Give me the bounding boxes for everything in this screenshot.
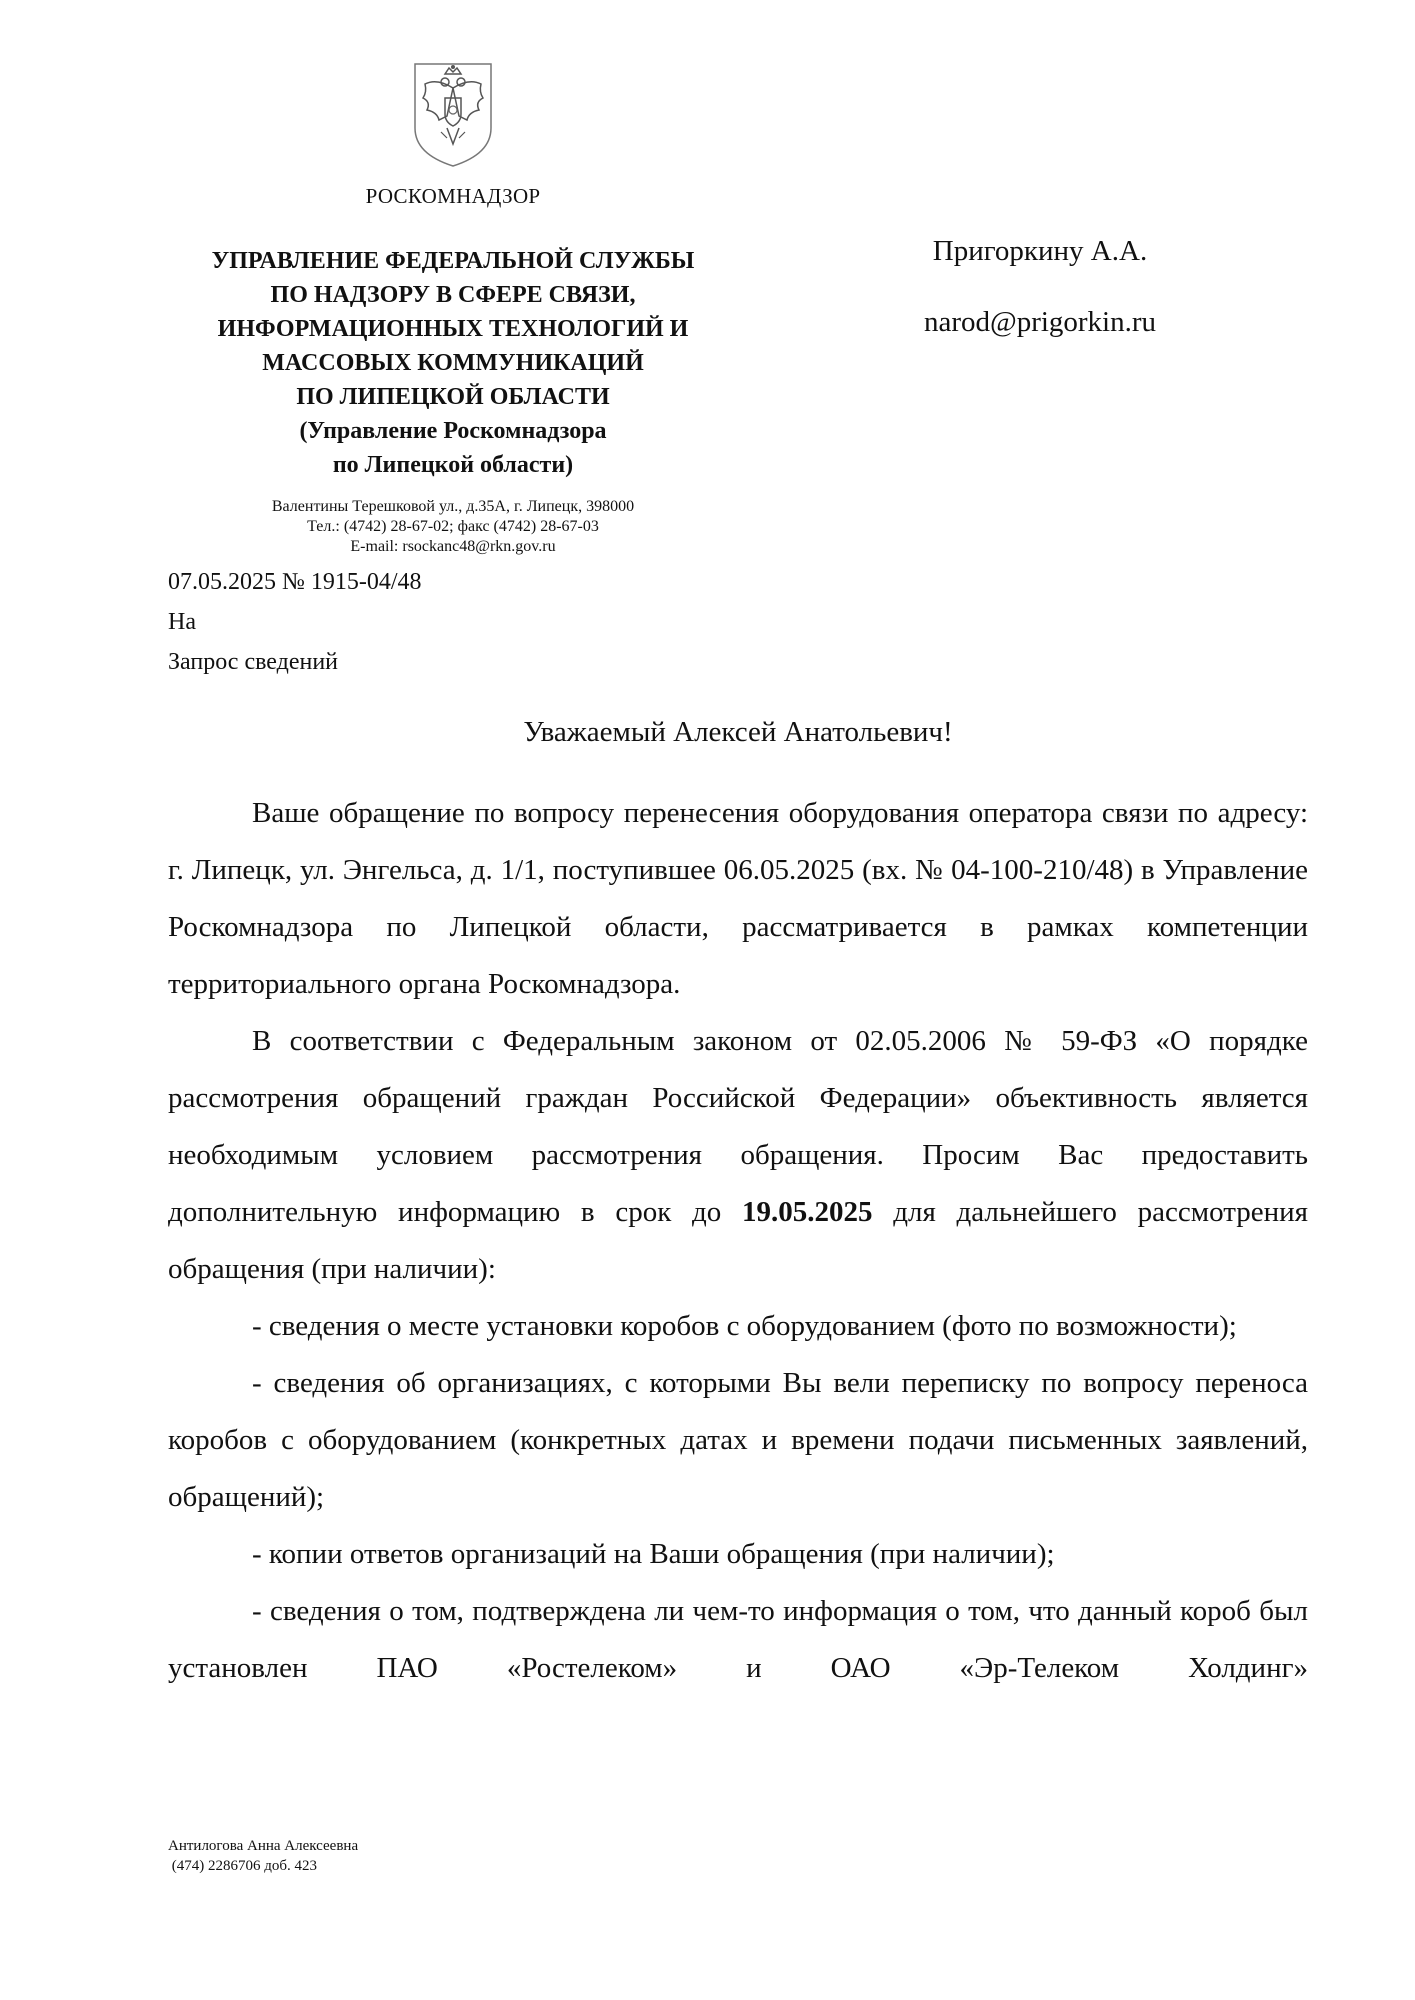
paragraph-appeal: Ваше обращение по вопросу перенесения оборудования оператора связи по адресу: г. Липецк, ул. Энгельса, д. 1/1, поступившее 06.05.2025 (вх. № 04-100-210/48) в Управление Роскомнадзора по Липецкой области, рассматривается в рамках компетенции территориального органа Роскомнадзора. [168,797,1308,1000]
list-item: - копии ответов организаций на Ваши обращения (при наличии); [252,1538,1055,1570]
executor-block [168,1836,358,1876]
registration-on: На [168,609,196,635]
letter-body [168,785,1308,1697]
deadline-date: 19.05.2025 [742,1196,873,1228]
agency-short-name: РОСКОМНАДЗОР [365,184,541,208]
recipient-email: narod@prigorkin.ru [923,306,1157,338]
recipient-block [880,235,1200,339]
request-text: В соответствии с Федеральным законом от 02.05.2006 № 59-ФЗ «О порядке рассмотрения обращений граждан Российской Федерации» объективность является необходимым условием рассмотрения обращения. Просим Вас предоставить дополнительную информацию в срок до [168,1025,1308,1228]
agency-line: МАССОВЫХ КОММУНИКАЦИЙ [262,350,644,376]
agency-line: ПО ЛИПЕЦКОЙ ОБЛАСТИ [296,384,610,410]
request-text-end: для дальнейшего рассмотрения обращения (при наличии): [168,1196,1308,1285]
executor-name: Антилогова Анна Алексеевна [168,1838,359,1854]
recipient-name: Пригоркину А.А. [932,235,1148,267]
agency-line: (Управление Роскомнадзора [299,418,607,444]
list-item: - сведения об организациях, с которыми Вы вели переписку по вопросу переноса коробов с оборудованием (конкретных датах и времени подачи письменных заявлений, обращений); [168,1367,1308,1513]
paragraph-request [168,1013,1308,1298]
list-item: - сведения о том, подтверждена ли чем-то информация о том, что данный короб был установлен ПАО «Ростелеком» и ОАО «Эр-Телеком Холдинг» [168,1595,1308,1684]
agency-contacts [130,497,776,557]
agency-address: Валентины Терешковой ул., д.35А, г. Липецк, 398000 [271,498,635,515]
salutation: Уважаемый Алексей Анатольевич! [523,716,953,748]
agency-line: по Липецкой области) [332,452,574,478]
registration-block [168,562,422,682]
list-item: - сведения о месте установки коробов с оборудованием (фото по возможности); [252,1310,1237,1342]
registration-number: 07.05.2025 № 1915-04/48 [168,569,422,595]
agency-email: E-mail: rsockanc48@rkn.gov.ru [350,538,556,555]
executor-phone: (474) 2286706 доб. 423 [168,1858,318,1874]
agency-line: ИНФОРМАЦИОННЫХ ТЕХНОЛОГИЙ И [217,316,689,342]
agency-line: УПРАВЛЕНИЕ ФЕДЕРАЛЬНОЙ СЛУЖБЫ [211,248,695,274]
agency-line: ПО НАДЗОРУ В СФЕРЕ СВЯЗИ, [270,282,636,308]
russian-coat-of-arms-icon [407,58,499,170]
letter-subject: Запрос сведений [168,649,339,675]
agency-phone: Тел.: (4742) 28-67-02; факс (4742) 28-67-03 [307,518,599,535]
agency-full-name [130,244,776,482]
